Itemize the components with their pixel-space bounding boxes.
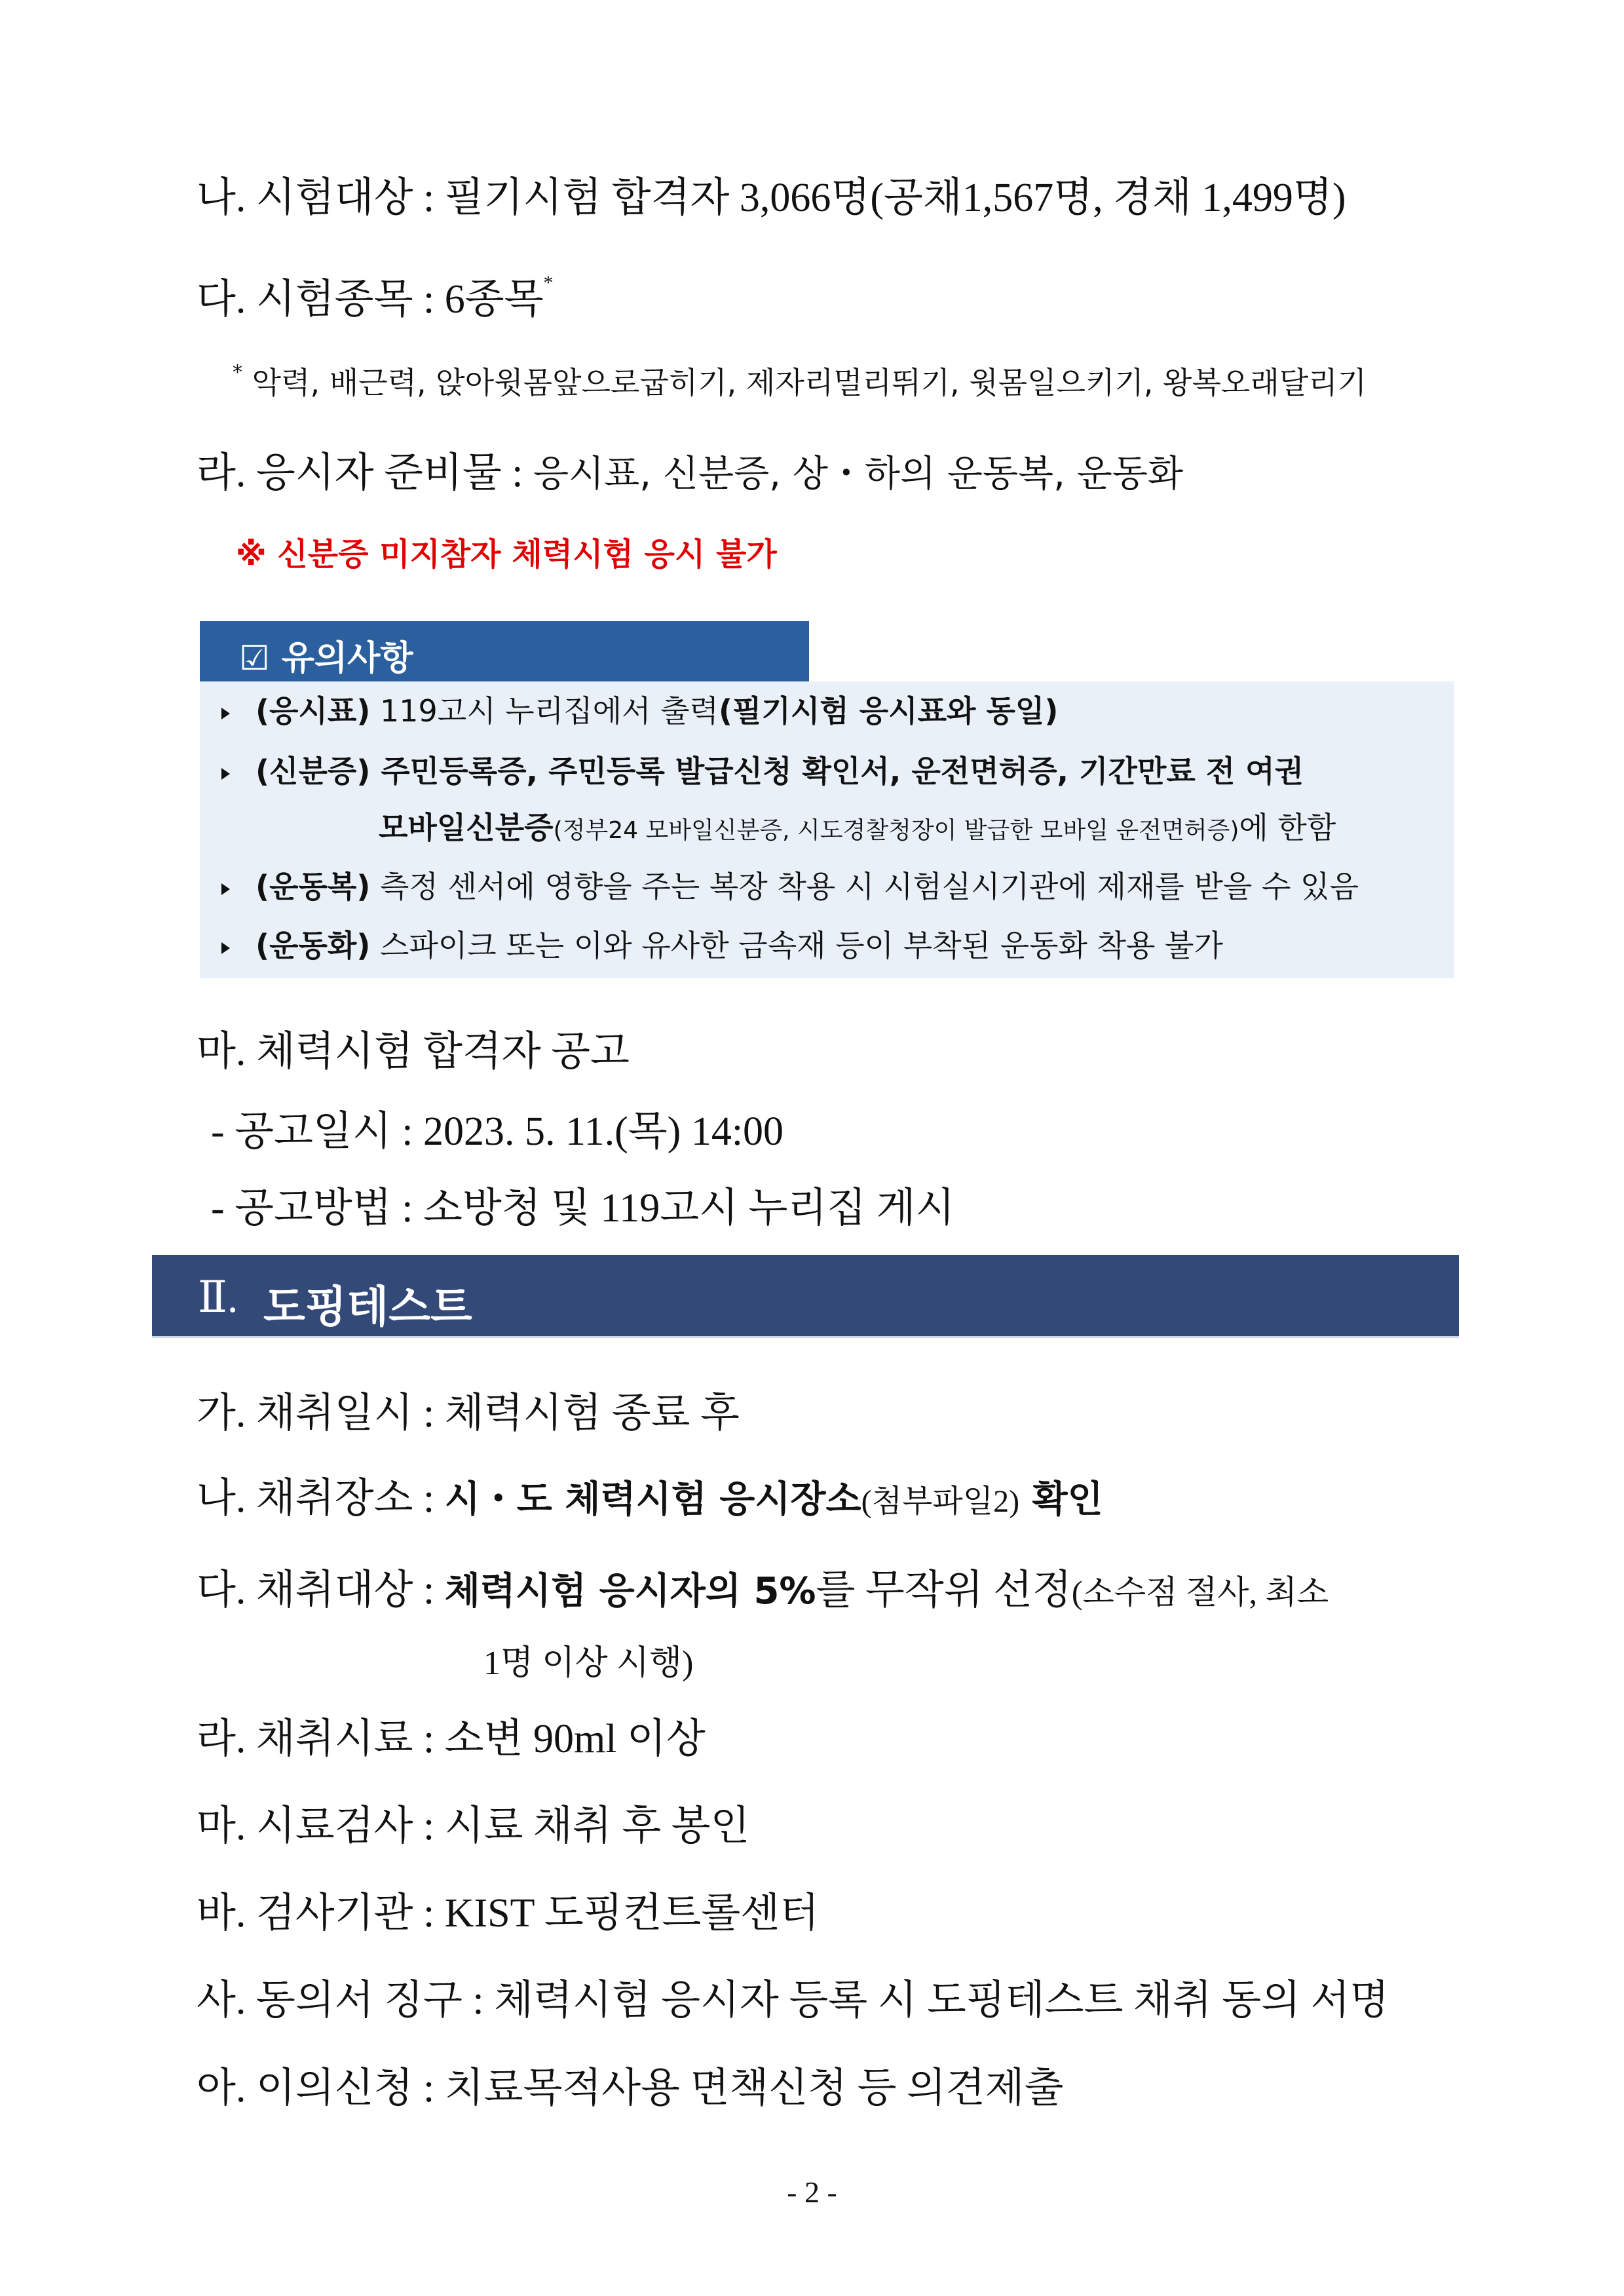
notice-item-sportswear: [255, 869, 1359, 905]
notice-header: [200, 621, 809, 681]
notice-item-id-card: [255, 754, 1304, 790]
notice-tag: (운동복): [255, 869, 371, 904]
notice-text: 에 한함: [1239, 810, 1336, 845]
doping-target-note: (소수점 절사, 최소: [1071, 1574, 1329, 1611]
notice-title: ☑ 유의사항: [239, 639, 413, 678]
doping-target-label: 다. 채취대상 :: [197, 1568, 445, 1613]
notice-text-bold: 주민등록증, 주민등록 발급신청 확인서, 운전면허증, 기간만료 전 여권: [370, 754, 1304, 789]
announce-date: - 공고일시 : 2023. 5. 11.(목) 14:00: [211, 1109, 784, 1154]
exam-target-label: 나. 시험대상 :: [197, 176, 445, 220]
exam-target-text: 필기시험 합격자 3,066명(공채1,567명, 경채 1,499명): [444, 176, 1346, 220]
doping-target-cont: 1명 이상 시행): [483, 1645, 694, 1682]
preparation-text: 응시표, 신분증, 상・하의 운동복, 운동화: [533, 453, 1184, 495]
doping-target-line: [197, 1566, 1329, 1615]
notice-item-shoes: [255, 928, 1223, 964]
doping-date-label: 가. 채취일시 :: [197, 1391, 445, 1436]
doping-target-bold: 체력시험 응시자의 5%: [444, 1570, 816, 1613]
notice-text-bold: (필기시험 응시표와 동일): [718, 693, 1059, 729]
bullet-icon: [221, 708, 230, 719]
doping-place-label: 나. 채취장소 :: [197, 1476, 445, 1521]
notice-text: 측정 센서에 영향을 주는 복장 착용 시 시험실시기관에 제재를 받을 수 있음: [370, 869, 1359, 904]
notice-tag: (응시표): [255, 693, 371, 729]
doping-date-line: [197, 1389, 740, 1438]
doping-consent-line: 사. 동의서 징구 : 체력시험 응시자 등록 시 도핑테스트 채취 동의 서명: [197, 1978, 1389, 2023]
doping-place-note: (첨부파일2): [861, 1484, 1020, 1519]
footnote-marker: *: [543, 272, 554, 294]
notice-text-small: (정부24 모바일신분증, 시도경찰청장이 발급한 모바일 운전면허증): [553, 817, 1239, 844]
page-number: - 2 -: [787, 2175, 837, 2209]
exam-items-label: 다. 시험종목 :: [197, 277, 445, 322]
doping-objection-line: 아. 이의신청 : 치료목적사용 면책신청 등 의견제출: [197, 2066, 1064, 2111]
notice-item-admission-ticket: [255, 693, 1058, 729]
preparation-label: 라. 응시자 준비물 :: [197, 451, 533, 495]
footnote-star: *: [233, 361, 242, 384]
id-warning: ※ 신분증 미지참자 체력시험 응시 불가: [236, 536, 777, 573]
section-underline: [152, 1336, 1459, 1338]
exam-target-line: [197, 174, 1346, 222]
exam-items-line: [197, 272, 554, 324]
doping-date-text: 체력시험 종료 후: [444, 1391, 740, 1436]
notice-item-id-card-cont: [379, 810, 1336, 846]
notice-tag: (신분증): [255, 754, 371, 789]
doping-place-bold: 시・도 체력시험 응시장소: [444, 1478, 861, 1521]
notice-text-bold: 모바일신분증: [379, 810, 554, 845]
footnote-text: 악력, 배근력, 앉아윗몸앞으로굽히기, 제자리멀리뛰기, 윗몸일으키기, 왕복오래달리기: [252, 365, 1367, 400]
bullet-icon: [221, 883, 230, 895]
preparation-line: [197, 449, 1183, 497]
announce-method: - 공고방법 : 소방청 및 119고시 누리집 게시: [211, 1186, 955, 1231]
bullet-icon: [221, 768, 230, 780]
section-title: 도핑테스트: [263, 1282, 472, 1332]
exam-items-text: 6종목: [444, 277, 544, 322]
notice-tag: (운동화): [255, 928, 371, 963]
section-doping-header: [152, 1255, 1459, 1336]
section-number: Ⅱ.: [198, 1274, 238, 1322]
doping-inspection-line: 마. 시료검사 : 시료 채취 후 봉인: [197, 1804, 750, 1848]
notice-text: 스파이크 또는 이와 유사한 금속재 등이 부착된 운동화 착용 불가: [370, 928, 1223, 963]
doping-sample-line: 라. 채취시료 : 소변 90ml 이상: [197, 1717, 706, 1761]
doping-agency-line: 바. 검사기관 : KIST 도핑컨트롤센터: [197, 1891, 820, 1936]
notice-text: 119고시 누리집에서 출력: [370, 693, 719, 729]
announce-title: 마. 체력시험 합격자 공고: [197, 1029, 630, 1074]
exam-items-footnote: [233, 361, 1367, 401]
doping-target-text: 를 무작위 선정: [816, 1568, 1072, 1613]
doping-place-confirm: 확인: [1019, 1478, 1103, 1521]
bullet-icon: [221, 942, 230, 954]
doping-place-line: [197, 1474, 1103, 1523]
